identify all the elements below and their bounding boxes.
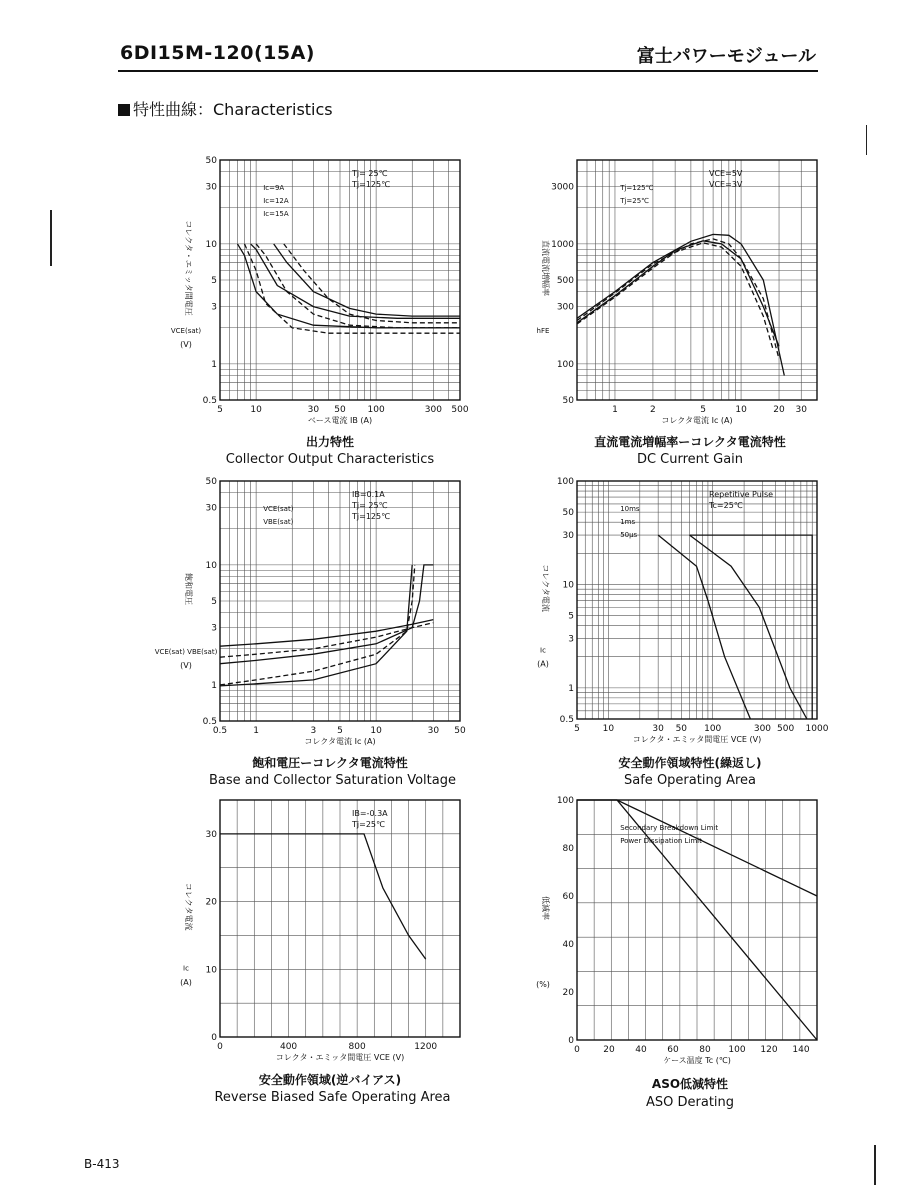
x-tick-label: 50 — [454, 726, 466, 736]
y-tick-label: 80 — [562, 844, 574, 854]
chart-svg — [154, 473, 480, 748]
square-bullet-icon — [118, 104, 130, 116]
y-axis-symbol: VCE(sat) — [170, 326, 202, 335]
x-tick-label: 10 — [370, 726, 382, 736]
series-line — [690, 535, 807, 719]
y-tick-label: 500 — [556, 276, 574, 286]
x-tick-label: 100 — [367, 405, 385, 415]
series-line — [220, 565, 412, 686]
section-heading-text: 特性曲線：Characteristics — [133, 100, 333, 119]
x-tick-label: 5 — [337, 726, 343, 736]
brand-name: 富士パワーモジュール — [636, 46, 816, 67]
legend-entry: IB=-0.3A — [352, 809, 388, 818]
y-tick-label: 30 — [562, 531, 574, 542]
chart-reverse-biased-soa — [170, 792, 480, 1067]
caption-en-aso-derating: ASO Derating — [645, 1095, 735, 1110]
y-tick-label: 100 — [556, 477, 574, 487]
y-tick-label: 1 — [211, 680, 217, 691]
y-tick-label: 300 — [556, 302, 574, 313]
x-axis-label: ケース温度 Tc (℃) — [663, 1056, 731, 1065]
y-tick-label: 20 — [205, 897, 217, 908]
chart-annotation: Power Dissipation Limit — [620, 837, 702, 845]
y-tick-label: 1000 — [551, 239, 574, 250]
chart-annotation: 10ms — [620, 505, 640, 513]
x-tick-label: 500 — [777, 724, 795, 734]
x-axis-label: コレクタ電流 Ic (A) — [304, 737, 376, 746]
chart-collector-output — [170, 152, 480, 427]
x-tick-label: 2 — [650, 405, 656, 415]
chart-svg — [532, 473, 832, 748]
section-heading — [118, 97, 333, 120]
y-tick-label: 50 — [562, 508, 574, 519]
caption-en-dc-current-gain: DC Current Gain — [636, 452, 744, 467]
y-tick-label: 5 — [568, 611, 574, 622]
y-axis-unit: (A) — [537, 659, 549, 669]
caption-jp-saturation-voltage: 飽和電圧ーコレクタ電流特性 — [252, 756, 408, 770]
y-tick-label: 50 — [205, 156, 217, 166]
x-tick-label: 1 — [612, 405, 618, 415]
x-tick-label: 5 — [217, 405, 223, 415]
y-axis-unit: (A) — [180, 977, 192, 987]
x-tick-label: 60 — [667, 1045, 679, 1055]
x-tick-label: 300 — [753, 724, 772, 734]
x-tick-label: 120 — [760, 1045, 778, 1055]
chart-annotation: Tj=125℃ — [620, 184, 654, 192]
y-tick-label: 5 — [211, 597, 217, 607]
x-axis-label: コレクタ・エミッタ間電圧 VCE (V) — [275, 1053, 405, 1062]
y-axis-label: 直流電流増幅率 — [541, 240, 550, 296]
chart-annotation: Ic=12A — [263, 197, 289, 205]
chart-annotation: Tj=25℃ — [620, 197, 650, 205]
y-axis-label: コレクタ電流 — [184, 882, 193, 931]
chart-safe-operating-area — [532, 473, 832, 748]
legend-entry: Tj=25℃ — [352, 820, 385, 829]
caption-en-saturation-voltage: Base and Collector Saturation Voltage — [209, 773, 456, 788]
x-tick-label: 10 — [250, 405, 262, 415]
y-tick-label: 30 — [205, 182, 217, 193]
y-tick-label: 3 — [211, 623, 217, 634]
caption-jp-safe-operating-area: 安全動作領域特性(繰返し) — [618, 756, 762, 770]
y-axis-symbol: hFE — [536, 326, 550, 335]
y-tick-label: 100 — [556, 796, 574, 806]
document-title: 6DI15M-120(15A) — [120, 42, 315, 64]
y-tick-label: 60 — [562, 892, 574, 902]
chart-annotation: Ic=15A — [263, 210, 289, 218]
y-tick-label: 20 — [562, 988, 574, 998]
y-tick-label: 0.5 — [559, 715, 574, 725]
page-number: B-413 — [84, 1157, 120, 1171]
x-tick-label: 10 — [735, 405, 747, 415]
x-tick-label: 40 — [635, 1045, 647, 1055]
y-tick-label: 0 — [211, 1033, 217, 1043]
caption-jp-collector-output: 出力特性 — [305, 435, 354, 449]
legend-entry: Tc=25℃ — [709, 501, 743, 510]
y-tick-label: 50 — [562, 396, 574, 406]
y-tick-label: 5 — [211, 276, 217, 286]
chart-aso-derating — [532, 792, 832, 1067]
legend-entry: Tj= 25℃ — [352, 169, 388, 178]
caption-en-collector-output: Collector Output Characteristics — [225, 452, 435, 467]
y-tick-label: 10 — [205, 239, 217, 250]
caption-jp-reverse-biased-soa: 安全動作領域(逆バイアス) — [258, 1073, 402, 1087]
y-axis-symbol: VCE(sat) VBE(sat) — [154, 647, 218, 656]
y-tick-label: 0.5 — [202, 717, 217, 727]
x-tick-label: 400 — [279, 1042, 298, 1052]
x-tick-label: 140 — [792, 1045, 810, 1055]
x-tick-label: 20 — [773, 405, 785, 415]
header-rule — [118, 70, 818, 72]
y-tick-label: 3 — [568, 634, 574, 645]
y-tick-label: 3000 — [551, 182, 574, 193]
y-axis-unit: (%) — [536, 980, 550, 990]
y-axis-symbol: Ic — [540, 646, 546, 655]
y-axis-label: コレクタ・エミッタ間電圧 — [184, 220, 193, 316]
chart-svg — [532, 152, 832, 427]
legend-entry: VCE=3V — [709, 180, 743, 189]
x-tick-label: 50 — [334, 405, 346, 415]
legend-entry: IB=0.1A — [352, 490, 385, 499]
x-tick-label: 10 — [602, 724, 615, 734]
y-tick-label: 0.5 — [202, 396, 217, 406]
y-tick-label: 1 — [211, 359, 217, 370]
chart-annotation: Ic=9A — [263, 184, 285, 192]
legend-entry: Tj=125℃ — [352, 180, 391, 189]
y-tick-label: 40 — [562, 940, 574, 950]
chart-annotation: 1ms — [620, 518, 636, 526]
chart-svg — [170, 152, 480, 427]
y-tick-label: 30 — [205, 503, 217, 514]
legend-entry: Tj=125℃ — [352, 512, 391, 521]
x-tick-label: 500 — [451, 405, 469, 415]
y-tick-label: 100 — [556, 359, 574, 370]
x-tick-label: 300 — [424, 405, 442, 415]
legend-entry: Tj= 25℃ — [352, 501, 388, 510]
y-axis-label: 飽和電圧 — [184, 573, 193, 605]
x-tick-label: 30 — [427, 726, 440, 736]
chart-annotation: 50μs — [620, 531, 638, 539]
y-axis-label: 低減率 — [541, 896, 550, 920]
x-tick-label: 5 — [700, 405, 706, 415]
series-line — [220, 565, 415, 685]
legend-entry: Repetitive Pulse — [709, 490, 774, 499]
x-axis-label: コレクタ・エミッタ間電圧 VCE (V) — [632, 735, 762, 744]
scan-mark-right-bottom — [874, 1145, 876, 1185]
scan-mark-left — [50, 210, 52, 266]
y-tick-label: 3 — [211, 302, 217, 313]
x-axis-label: ベース電流 IB (A) — [307, 416, 373, 425]
x-tick-label: 0.5 — [212, 726, 228, 736]
x-tick-label: 30 — [795, 405, 807, 415]
x-tick-label: 50 — [675, 724, 688, 734]
x-tick-label: 1200 — [414, 1042, 438, 1052]
x-tick-label: 5 — [574, 724, 580, 734]
x-tick-label: 30 — [652, 724, 664, 734]
x-tick-label: 80 — [699, 1045, 711, 1055]
y-tick-label: 0 — [568, 1036, 574, 1046]
caption-en-safe-operating-area: Safe Operating Area — [624, 773, 756, 788]
chart-annotation: VCE(sat) — [263, 505, 294, 513]
y-axis-unit: (V) — [180, 661, 192, 671]
y-axis-symbol: Ic — [183, 964, 189, 973]
scan-mark-right-top — [866, 125, 867, 155]
y-tick-label: 50 — [205, 477, 217, 487]
chart-svg — [170, 792, 480, 1067]
x-tick-label: 100 — [728, 1045, 746, 1055]
y-tick-label: 10 — [562, 580, 574, 591]
x-axis-label: コレクタ電流 Ic (A) — [661, 416, 733, 425]
series-line — [238, 244, 461, 328]
caption-jp-aso-derating: ASO低減特性 — [651, 1077, 729, 1091]
y-axis-label: コレクタ電流 — [541, 564, 550, 612]
chart-annotation: VBE(sat) — [263, 518, 294, 526]
chart-saturation-voltage — [154, 473, 480, 748]
x-tick-label: 100 — [704, 724, 722, 734]
x-tick-label: 20 — [603, 1045, 615, 1055]
series-line — [245, 244, 461, 333]
y-tick-label: 1 — [568, 683, 574, 694]
y-tick-label: 30 — [205, 829, 217, 840]
legend-entry: VCE=5V — [709, 169, 743, 178]
x-tick-label: 0 — [217, 1042, 223, 1052]
y-axis-unit: (V) — [180, 340, 192, 350]
series-line — [658, 535, 750, 719]
y-tick-label: 10 — [205, 560, 217, 571]
x-tick-label: 800 — [348, 1042, 366, 1052]
x-tick-label: 30 — [307, 405, 320, 415]
chart-dc-current-gain — [532, 152, 832, 427]
caption-jp-dc-current-gain: 直流電流増幅率ーコレクタ電流特性 — [594, 435, 786, 449]
series-line — [256, 244, 460, 328]
x-tick-label: 1000 — [805, 724, 829, 734]
plot-frame — [577, 481, 817, 719]
y-tick-label: 10 — [205, 965, 217, 976]
caption-en-reverse-biased-soa: Reverse Biased Safe Operating Area — [214, 1090, 451, 1105]
chart-annotation: Secondary Breakdown Limit — [620, 824, 719, 832]
x-tick-label: 1 — [253, 726, 259, 736]
x-tick-label: 3 — [310, 726, 317, 736]
x-tick-label: 0 — [574, 1045, 580, 1055]
chart-svg — [532, 792, 832, 1067]
